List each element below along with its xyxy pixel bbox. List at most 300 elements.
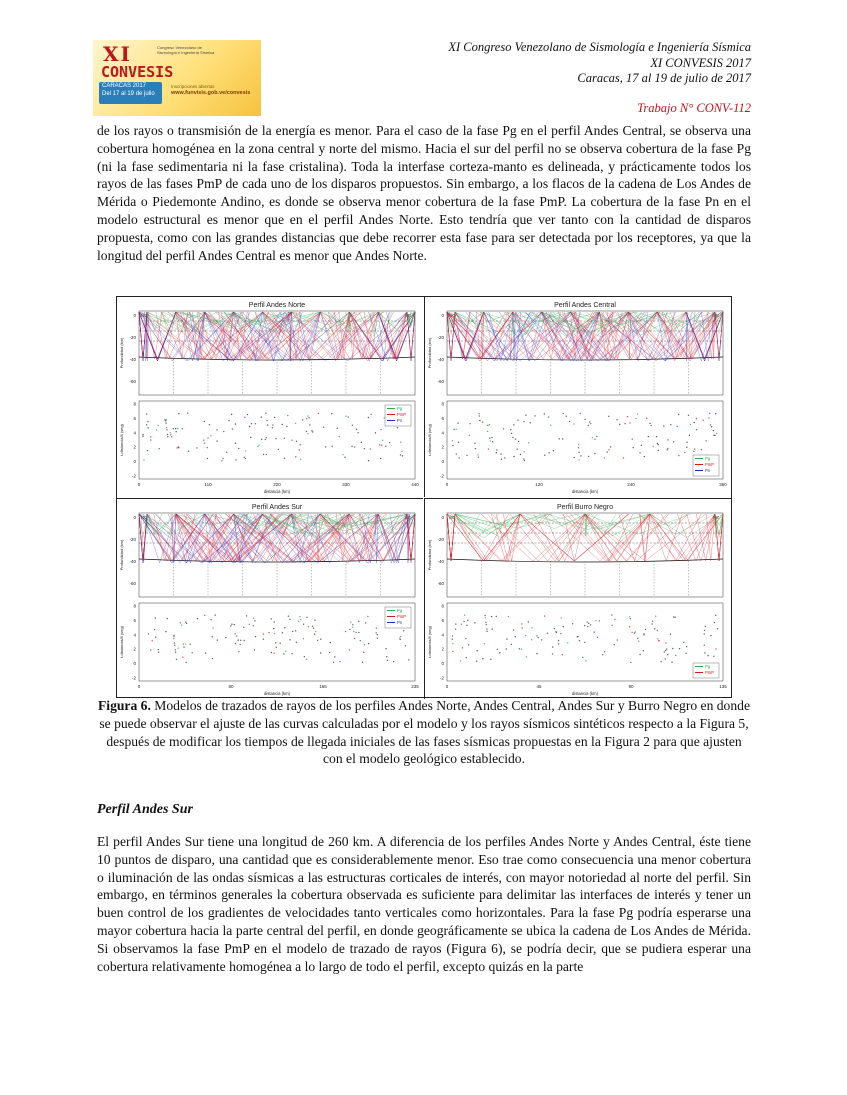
traveltime-pick	[452, 635, 453, 636]
seismic-ray	[447, 514, 455, 561]
traveltime-pick	[486, 631, 487, 632]
traveltime-pick	[384, 417, 385, 418]
traveltime-pick	[519, 648, 520, 649]
traveltime-pick	[150, 649, 151, 650]
traveltime-pick	[667, 654, 668, 655]
traveltime-pick	[285, 651, 286, 652]
traveltime-pick	[595, 620, 596, 621]
traveltime-pick	[637, 638, 638, 639]
traveltime-pick	[663, 425, 664, 426]
traveltime-pick	[296, 441, 297, 442]
distance-tick: 165	[319, 684, 327, 689]
traveltime-pick	[683, 642, 684, 643]
traveltime-pick	[650, 425, 651, 426]
traveltime-pick	[528, 442, 529, 443]
traveltime-pick	[536, 653, 537, 654]
traveltime-pick	[713, 430, 714, 431]
distance-tick: 360	[719, 482, 727, 487]
ray-group	[139, 514, 415, 563]
traveltime-pick	[616, 419, 617, 420]
traveltime-pick	[478, 457, 479, 458]
profile-end-tag: NE	[713, 515, 720, 520]
panel-svg	[425, 297, 731, 497]
distance-tick: 120	[535, 482, 543, 487]
traveltime-pick	[178, 413, 179, 414]
traveltime-pick	[342, 454, 343, 455]
traveltime-pick	[274, 417, 275, 418]
traveltime-pick	[337, 428, 338, 429]
traveltime-pick	[651, 623, 652, 624]
traveltime-pick	[452, 651, 453, 652]
traveltime-pick	[292, 631, 293, 632]
pick-group	[452, 614, 719, 663]
traveltime-pick	[315, 631, 316, 632]
traveltime-pick	[567, 642, 568, 643]
traveltime-pick	[657, 443, 658, 444]
traveltime-pick	[458, 457, 459, 458]
panel-title: Perfil Andes Central	[554, 302, 616, 309]
traveltime-pick	[166, 427, 167, 428]
traveltime-pick	[578, 444, 579, 445]
traveltime-pick	[632, 447, 633, 448]
traveltime-pick	[569, 421, 570, 422]
pick-group	[452, 413, 718, 461]
traveltime-pick	[204, 615, 205, 616]
traveltime-pick	[261, 439, 262, 440]
traveltime-pick	[500, 453, 501, 454]
traveltime-pick	[401, 451, 402, 452]
traveltime-pick	[190, 643, 191, 644]
traveltime-pick	[216, 440, 217, 441]
traveltime-pick	[466, 625, 467, 626]
traveltime-pick	[504, 457, 505, 458]
traveltime-pick	[178, 446, 179, 447]
traveltime-pick	[304, 656, 305, 657]
traveltime-pick	[158, 425, 159, 426]
traveltime-pick	[617, 639, 618, 640]
traveltime-pick	[635, 418, 636, 419]
traveltime-pick	[275, 438, 276, 439]
traveltime-pick	[267, 424, 268, 425]
traveltime-pick	[629, 616, 630, 617]
traveltime-pick	[464, 614, 465, 615]
traveltime-pick	[599, 620, 600, 621]
traveltime-pick	[497, 649, 498, 650]
traveltime-pick	[452, 445, 453, 446]
traveltime-pick	[705, 626, 706, 627]
seismic-ray	[336, 514, 349, 561]
legend-label: Pn	[705, 468, 711, 473]
legend-label: Pn	[397, 620, 403, 625]
seismic-ray	[584, 514, 650, 561]
traveltime-pick	[673, 616, 674, 617]
traveltime-pick	[158, 649, 159, 650]
traveltime-pick	[240, 644, 241, 645]
traveltime-pick	[457, 423, 458, 424]
traveltime-pick	[249, 426, 250, 427]
traveltime-pick	[171, 436, 172, 437]
seismic-ray	[545, 514, 585, 561]
traveltime-pick	[263, 638, 264, 639]
traveltime-pick	[716, 433, 717, 434]
depth-tick: 0	[133, 515, 136, 520]
legend-label: Pn	[397, 418, 403, 423]
time-tick: 0	[133, 661, 136, 667]
traveltime-pick	[311, 430, 312, 431]
traveltime-pick	[370, 414, 371, 415]
traveltime-pick	[466, 455, 467, 456]
depth-tick: -60	[437, 379, 444, 384]
traveltime-pick	[263, 454, 264, 455]
traveltime-pick	[183, 643, 184, 644]
traveltime-pick	[238, 448, 239, 449]
traveltime-pick	[686, 447, 687, 448]
traveltime-pick	[559, 438, 560, 439]
traveltime-pick	[186, 623, 187, 624]
traveltime-pick	[385, 648, 386, 649]
traveltime-pick	[317, 640, 318, 641]
traveltime-pick	[400, 442, 401, 443]
traveltime-pick	[556, 632, 557, 633]
traveltime-pick	[630, 662, 631, 663]
seismic-ray	[447, 514, 520, 538]
traveltime-pick	[238, 639, 239, 640]
traveltime-pick	[400, 636, 401, 637]
traveltime-pick	[670, 424, 671, 425]
traveltime-pick	[508, 616, 509, 617]
traveltime-pick	[143, 459, 144, 460]
time-tick: 0	[133, 459, 136, 465]
panel-burro-negro	[424, 498, 731, 699]
traveltime-pick	[584, 625, 585, 626]
seismic-ray	[447, 514, 455, 561]
traveltime-pick	[550, 425, 551, 426]
traveltime-pick	[572, 623, 573, 624]
depth-tick: -20	[129, 537, 136, 542]
traveltime-pick	[510, 429, 511, 430]
traveltime-pick	[453, 429, 454, 430]
traveltime-pick	[544, 455, 545, 456]
traveltime-pick	[484, 615, 485, 616]
traveltime-pick	[463, 621, 464, 622]
traveltime-pick	[352, 425, 353, 426]
congress-logo	[93, 40, 261, 116]
traveltime-pick	[222, 458, 223, 459]
traveltime-pick	[489, 437, 490, 438]
traveltime-pick	[214, 614, 215, 615]
seismic-ray	[455, 514, 509, 561]
traveltime-pick	[579, 640, 580, 641]
traveltime-pick	[461, 624, 462, 625]
traveltime-pick	[393, 661, 394, 662]
traveltime-pick	[629, 422, 630, 423]
traveltime-pick	[381, 445, 382, 446]
traveltime-pick	[452, 440, 453, 441]
seismic-ray	[585, 514, 669, 561]
traveltime-pick	[298, 621, 299, 622]
ray-group	[139, 312, 415, 361]
traveltime-pick	[611, 625, 612, 626]
traveltime-pick	[318, 413, 319, 414]
traveltime-pick	[231, 414, 232, 415]
traveltime-pick	[235, 423, 236, 424]
traveltime-pick	[176, 659, 177, 660]
depth-axis-label: Profundidad (km)	[427, 337, 432, 369]
traveltime-pick	[329, 652, 330, 653]
traveltime-pick	[525, 635, 526, 636]
traveltime-pick	[637, 413, 638, 414]
traveltime-pick	[685, 653, 686, 654]
traveltime-pick	[610, 446, 611, 447]
distance-axis-label: distancia (km)	[571, 489, 599, 494]
traveltime-pick	[627, 416, 628, 417]
depth-tick: -20	[437, 537, 444, 542]
traveltime-pick	[578, 452, 579, 453]
traveltime-pick	[479, 415, 480, 416]
traveltime-pick	[266, 420, 267, 421]
traveltime-pick	[715, 648, 716, 649]
traveltime-pick	[649, 423, 650, 424]
logo-web-url: www.funvisis.gob.ve/convesis	[171, 90, 251, 96]
traveltime-pick	[490, 659, 491, 660]
traveltime-pick	[399, 637, 400, 638]
traveltime-pick	[244, 457, 245, 458]
traveltime-pick	[596, 436, 597, 437]
traveltime-pick	[619, 424, 620, 425]
traveltime-pick	[558, 640, 559, 641]
traveltime-pick	[363, 652, 364, 653]
traveltime-pick	[253, 625, 254, 626]
traveltime-pick	[207, 458, 208, 459]
traveltime-pick	[646, 418, 647, 419]
traveltime-pick	[158, 652, 159, 653]
traveltime-pick	[624, 423, 625, 424]
traveltime-pick	[645, 629, 646, 630]
traveltime-pick	[696, 429, 697, 430]
traveltime-pick	[667, 449, 668, 450]
traveltime-pick	[216, 429, 217, 430]
page-header	[448, 40, 751, 116]
traveltime-pick	[465, 638, 466, 639]
traveltime-pick	[361, 442, 362, 443]
ray-group	[447, 514, 723, 561]
time-tick: 6	[133, 415, 136, 421]
distance-tick: 135	[719, 684, 727, 689]
traveltime-pick	[268, 632, 269, 633]
traveltime-pick	[580, 413, 581, 414]
traveltime-pick	[323, 427, 324, 428]
traveltime-pick	[679, 648, 680, 649]
traveltime-pick	[236, 635, 237, 636]
traveltime-pick	[274, 621, 275, 622]
traveltime-pick	[183, 646, 184, 647]
traveltime-pick	[298, 449, 299, 450]
traveltime-pick	[590, 624, 591, 625]
traveltime-pick	[460, 660, 461, 661]
logo-web-note: Inscripciones abiertas	[171, 84, 215, 89]
traveltime-pick	[368, 643, 369, 644]
traveltime-pick	[704, 630, 705, 631]
traveltime-pick	[458, 442, 459, 443]
panel-andes-sur	[117, 498, 423, 699]
time-tick: 4	[133, 430, 136, 436]
traveltime-pick	[245, 450, 246, 451]
traveltime-pick	[694, 448, 695, 449]
traveltime-pick	[466, 657, 467, 658]
traveltime-pick	[320, 652, 321, 653]
traveltime-pick	[272, 424, 273, 425]
traveltime-pick	[563, 626, 564, 627]
traveltime-pick	[351, 446, 352, 447]
traveltime-pick	[643, 633, 644, 634]
traveltime-pick	[714, 435, 715, 436]
header-congress: XI Congreso Venezolano de Sismología e Ingeniería Sísmica	[448, 40, 751, 54]
traveltime-pick	[400, 454, 401, 455]
traveltime-pick	[360, 640, 361, 641]
traveltime-pick	[604, 457, 605, 458]
traveltime-pick	[544, 615, 545, 616]
traveltime-pick	[452, 639, 453, 640]
traveltime-pick	[265, 412, 266, 413]
traveltime-pick	[588, 623, 589, 624]
traveltime-pick	[488, 448, 489, 449]
traveltime-pick	[280, 643, 281, 644]
traveltime-pick	[357, 432, 358, 433]
seismic-ray	[447, 514, 455, 561]
profile-start-tag: NO	[449, 313, 456, 318]
traveltime-pick	[303, 638, 304, 639]
legend-label: PmP	[705, 670, 715, 675]
traveltime-pick	[375, 432, 376, 433]
traveltime-pick	[402, 455, 403, 456]
traveltime-pick	[345, 416, 346, 417]
traveltime-pick	[474, 442, 475, 443]
traveltime-pick	[173, 638, 174, 639]
traveltime-pick	[708, 417, 709, 418]
traveltime-pick	[243, 640, 244, 641]
traveltime-pick	[513, 424, 514, 425]
traveltime-pick	[177, 648, 178, 649]
time-tick: 2	[133, 646, 136, 652]
traveltime-pick	[491, 437, 492, 438]
traveltime-pick	[654, 628, 655, 629]
traveltime-pick	[657, 630, 658, 631]
traveltime-pick	[665, 642, 666, 643]
traveltime-pick	[515, 636, 516, 637]
traveltime-pick	[154, 629, 155, 630]
traveltime-pick	[694, 422, 695, 423]
traveltime-pick	[306, 659, 307, 660]
traveltime-pick	[286, 426, 287, 427]
traveltime-pick	[511, 644, 512, 645]
traveltime-pick	[387, 660, 388, 661]
depth-axis-label: Profundidad (km)	[427, 539, 432, 571]
traveltime-pick	[175, 649, 176, 650]
traveltime-pick	[673, 441, 674, 442]
depth-tick: -40	[437, 559, 444, 564]
traveltime-pick	[523, 458, 524, 459]
traveltime-pick	[655, 616, 656, 617]
traveltime-pick	[658, 450, 659, 451]
time-tick: -2	[131, 473, 136, 479]
traveltime-pick	[594, 453, 595, 454]
traveltime-pick	[604, 651, 605, 652]
traveltime-pick	[380, 429, 381, 430]
traveltime-pick	[478, 413, 479, 414]
traveltime-pick	[489, 424, 490, 425]
depth-tick: -60	[437, 581, 444, 586]
traveltime-pick	[354, 446, 355, 447]
traveltime-pick	[496, 616, 497, 617]
traveltime-pick	[528, 621, 529, 622]
traveltime-pick	[397, 427, 398, 428]
traveltime-pick	[594, 439, 595, 440]
depth-tick: -60	[129, 379, 136, 384]
traveltime-pick	[477, 454, 478, 455]
traveltime-pick	[306, 617, 307, 618]
traveltime-pick	[274, 633, 275, 634]
traveltime-pick	[666, 648, 667, 649]
traveltime-pick	[207, 447, 208, 448]
traveltime-pick	[282, 424, 283, 425]
traveltime-pick	[234, 633, 235, 634]
traveltime-pick	[282, 632, 283, 633]
time-tick: -2	[131, 675, 136, 681]
traveltime-pick	[456, 429, 457, 430]
traveltime-pick	[608, 449, 609, 450]
traveltime-pick	[705, 440, 706, 441]
header-paper-id: Trabajo N° CONV-112	[637, 100, 751, 115]
traveltime-pick	[299, 444, 300, 445]
traveltime-pick	[180, 622, 181, 623]
traveltime-pick	[670, 633, 671, 634]
traveltime-pick	[630, 618, 631, 619]
traveltime-pick	[345, 631, 346, 632]
traveltime-pick	[389, 442, 390, 443]
profile-end-tag: SE	[713, 313, 720, 318]
traveltime-pick	[490, 440, 491, 441]
traveltime-pick	[364, 448, 365, 449]
traveltime-frame	[139, 401, 415, 479]
traveltime-pick	[246, 615, 247, 616]
traveltime-pick	[503, 428, 504, 429]
traveltime-pick	[204, 421, 205, 422]
traveltime-pick	[506, 648, 507, 649]
traveltime-pick	[204, 442, 205, 443]
traveltime-pick	[147, 450, 148, 451]
traveltime-pick	[553, 450, 554, 451]
traveltime-pick	[452, 643, 453, 644]
traveltime-pick	[349, 649, 350, 650]
traveltime-pick	[284, 458, 285, 459]
traveltime-pick	[205, 652, 206, 653]
traveltime-pick	[482, 421, 483, 422]
traveltime-pick	[355, 632, 356, 633]
depth-axis-label: Profundidad (km)	[119, 539, 124, 571]
traveltime-pick	[273, 628, 274, 629]
pick-group	[148, 614, 410, 663]
traveltime-pick	[228, 420, 229, 421]
traveltime-pick	[344, 457, 345, 458]
legend-label: PmP	[397, 412, 407, 417]
time-tick: 4	[133, 632, 136, 638]
traveltime-pick	[235, 643, 236, 644]
traveltime-pick	[203, 439, 204, 440]
traveltime-pick	[174, 642, 175, 643]
panel-andes-central	[424, 297, 731, 497]
traveltime-pick	[644, 456, 645, 457]
profile-start-tag: NO	[141, 313, 148, 318]
